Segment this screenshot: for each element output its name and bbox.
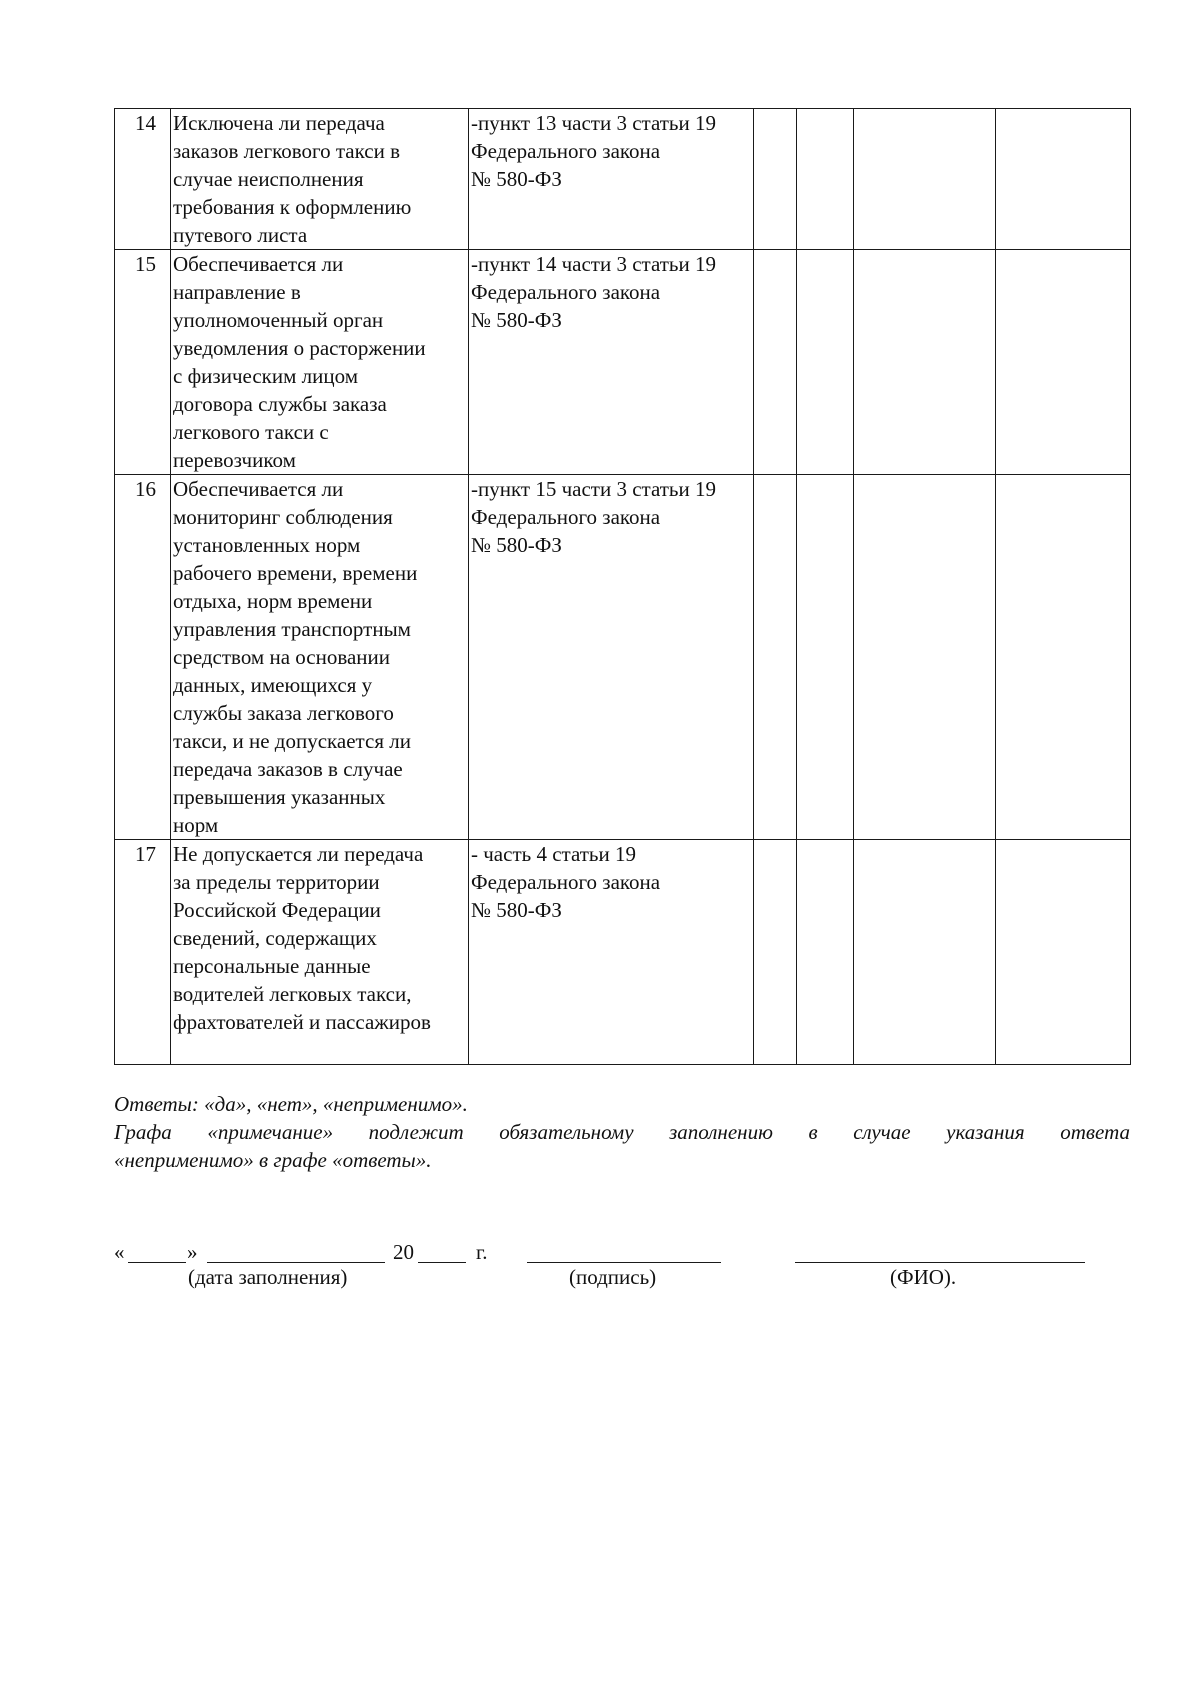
row-number: 15 xyxy=(115,250,171,475)
answer-cell-no[interactable] xyxy=(797,475,854,840)
table-row xyxy=(115,250,1131,475)
remark-cell[interactable] xyxy=(996,840,1131,1065)
question-text: Обеспечивается ли мониторинг соблюдения установленных норм рабочего времени, времени отдыха, норм времени управления транспортным средством на основании данных, имеющихся у службы заказа легкового такси, и не допускается ли передача заказов в случае превышения указанных норм xyxy=(173,477,418,837)
answer-cell-yes[interactable] xyxy=(754,250,797,475)
full-name-caption: (ФИО). xyxy=(890,1265,957,1289)
legal-reference: -пункт 15 части 3 статьи 19 Федерального закона № 580-ФЗ xyxy=(471,477,716,557)
year-blank[interactable] xyxy=(418,1262,466,1263)
answer-cell-na[interactable] xyxy=(854,250,996,475)
remark-note-line2: «неприменимо» в графе «ответы». xyxy=(114,1148,432,1172)
full-name-blank[interactable] xyxy=(795,1262,1085,1263)
answers-note: Ответы: «да», «нет», «неприменимо». xyxy=(114,1092,468,1116)
answer-cell-na[interactable] xyxy=(854,109,996,250)
answer-cell-yes[interactable] xyxy=(754,840,797,1065)
year-suffix: г. xyxy=(476,1240,488,1264)
table-row xyxy=(115,840,1131,1065)
table-row xyxy=(115,109,1131,250)
legal-reference: -пункт 14 части 3 статьи 19 Федерального закона № 580-ФЗ xyxy=(471,252,716,332)
question-text: Исключена ли передача заказов легкового такси в случае неисполнения требования к оформлению путевого листа xyxy=(173,111,412,247)
question-text: Не допускается ли передача за пределы территории Российской Федерации сведений, содержащих персональные данные водителей легковых такси, фрахтователей и пассажиров xyxy=(173,842,431,1034)
date-close-quote: » xyxy=(187,1240,198,1264)
remark-note-line1: Графа «примечание» подлежит обязательному заполнению в случае указания ответа xyxy=(114,1120,1130,1144)
legal-reference: - часть 4 статьи 19 Федерального закона № 580-ФЗ xyxy=(471,842,661,922)
row-number: 14 xyxy=(115,109,171,250)
answer-cell-na[interactable] xyxy=(854,840,996,1065)
date-caption: (дата заполнения) xyxy=(188,1265,348,1289)
answer-cell-no[interactable] xyxy=(797,109,854,250)
year-prefix: 20 xyxy=(393,1240,414,1264)
signature-caption: (подпись) xyxy=(569,1265,657,1289)
answer-cell-no[interactable] xyxy=(797,250,854,475)
checklist-table xyxy=(114,108,1131,1065)
answer-cell-yes[interactable] xyxy=(754,475,797,840)
signature-blank[interactable] xyxy=(527,1262,721,1263)
answer-cell-no[interactable] xyxy=(797,840,854,1065)
notes-block xyxy=(114,1090,1130,1174)
table-row xyxy=(115,475,1131,840)
month-blank[interactable] xyxy=(207,1262,385,1263)
row-number: 16 xyxy=(115,475,171,840)
date-open-quote: « xyxy=(114,1240,125,1264)
answer-cell-yes[interactable] xyxy=(754,109,797,250)
remark-cell[interactable] xyxy=(996,475,1131,840)
remark-cell[interactable] xyxy=(996,250,1131,475)
row-number: 17 xyxy=(115,840,171,1065)
answer-cell-na[interactable] xyxy=(854,475,996,840)
question-text: Обеспечивается ли направление в уполномоченный орган уведомления о расторжении с физическим лицом договора службы заказа легкового такси с перевозчиком xyxy=(173,252,426,472)
day-blank[interactable] xyxy=(128,1262,186,1263)
remark-cell[interactable] xyxy=(996,109,1131,250)
legal-reference: -пункт 13 части 3 статьи 19 Федерального закона № 580-ФЗ xyxy=(471,111,716,191)
